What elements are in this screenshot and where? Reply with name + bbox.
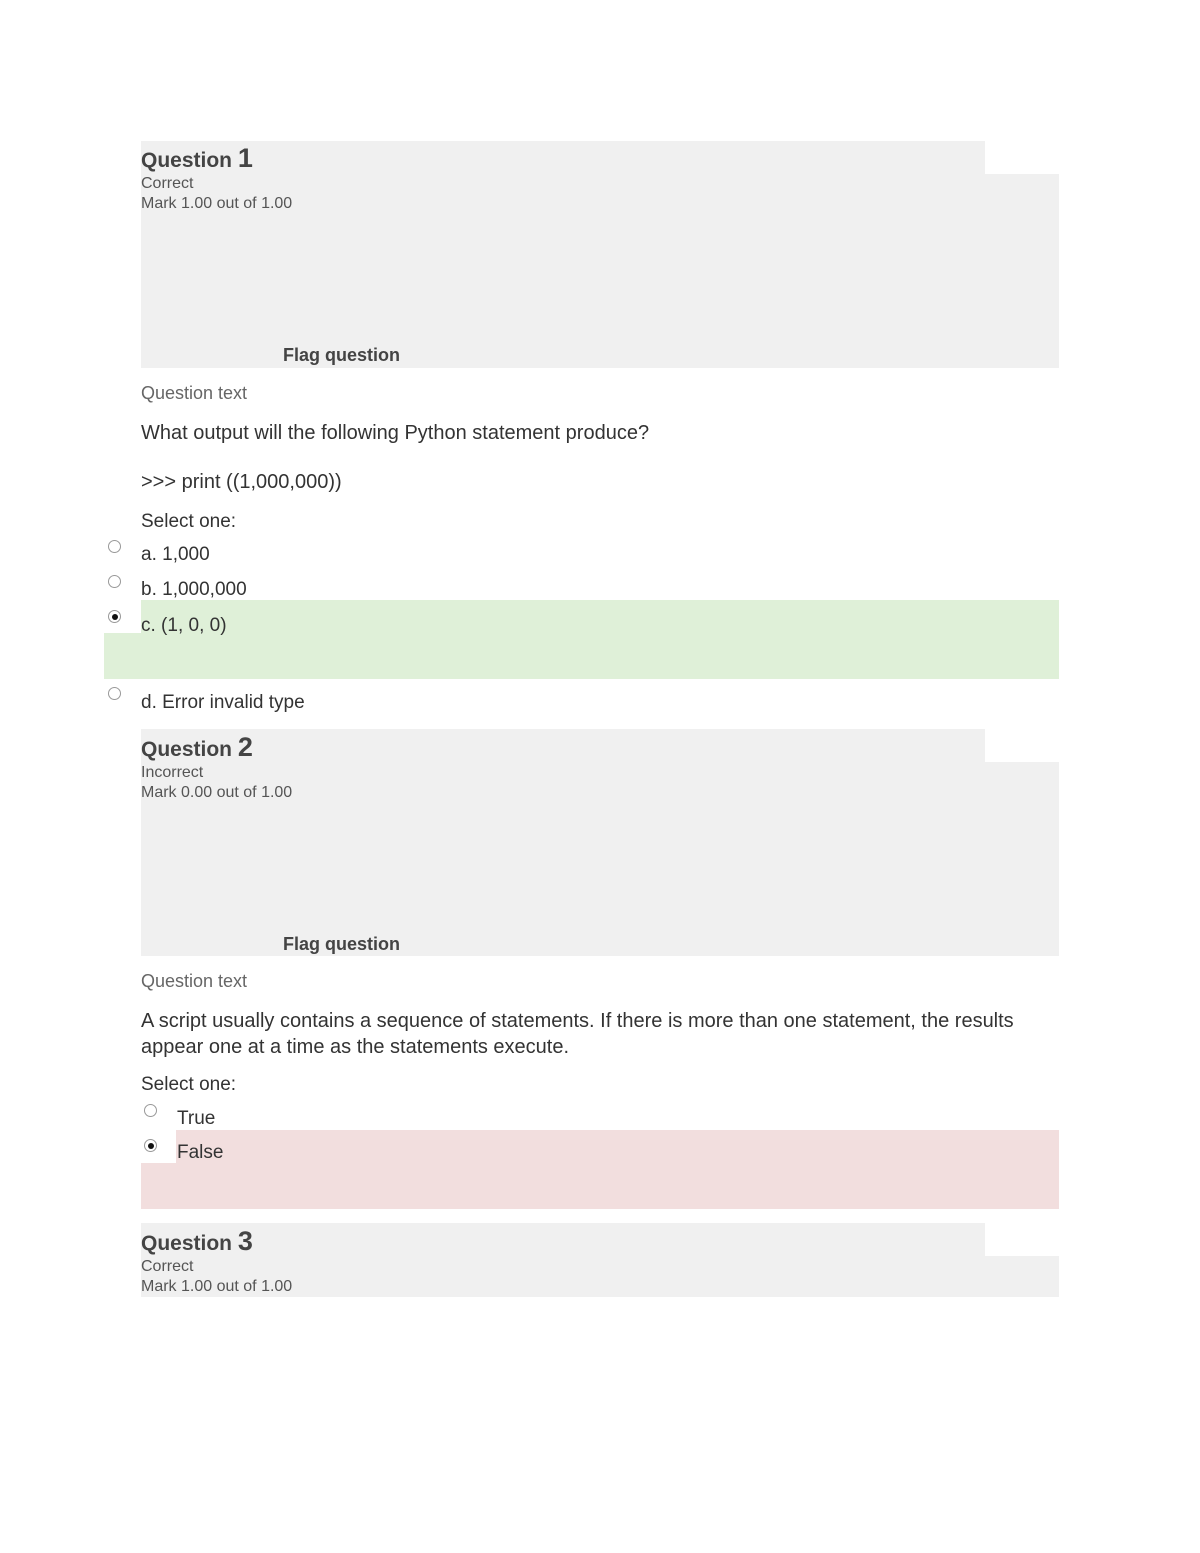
question-text-label: Question text (141, 383, 248, 403)
question-number (141, 1226, 253, 1257)
question-code: >>> print ((1,000,000)) (141, 471, 342, 493)
flag-question-link[interactable]: Flag question (283, 934, 400, 954)
correct-answer-highlight (141, 600, 1059, 633)
answer-true-radio[interactable] (144, 1104, 157, 1117)
incorrect-answer-highlight (176, 1130, 1059, 1163)
answer-false-label[interactable]: False (177, 1142, 224, 1163)
question-number (141, 143, 253, 174)
question-number-value: 3 (237, 1226, 253, 1256)
question-mark: Mark 0.00 out of 1.00 (141, 784, 293, 801)
answer-true-label[interactable]: True (177, 1108, 216, 1129)
question-state: Correct (141, 1258, 194, 1275)
info-header-bg (141, 141, 985, 174)
question-number-value: 2 (237, 732, 253, 762)
answer-false-radio[interactable] (144, 1139, 157, 1152)
answer-a-label[interactable]: a. 1,000 (141, 544, 210, 565)
question-prompt: A script usually contains a sequence of statements. If there is more than one statement, the results appear one at a time as the statements execute. (141, 1010, 1014, 1058)
info-header-bg (141, 1223, 985, 1256)
question-number (141, 732, 253, 763)
question-text-label: Question text (141, 971, 248, 991)
info-header-bg (141, 729, 985, 762)
question-mark: Mark 1.00 out of 1.00 (141, 195, 293, 212)
answer-d-radio[interactable] (108, 687, 121, 700)
answer-c-radio[interactable] (108, 610, 121, 623)
correct-answer-highlight-lower (104, 633, 1059, 679)
question-state: Incorrect (141, 764, 204, 781)
flag-question-link[interactable]: Flag question (283, 345, 400, 365)
answer-b-radio[interactable] (108, 575, 121, 588)
question-state: Correct (141, 175, 194, 192)
question-label: Question (141, 1232, 233, 1255)
answer-a-radio[interactable] (108, 540, 121, 553)
answer-d-label[interactable]: d. Error invalid type (141, 692, 305, 713)
select-one-label: Select one: (141, 511, 237, 532)
select-one-label: Select one: (141, 1074, 237, 1095)
answer-b-label[interactable]: b. 1,000,000 (141, 579, 247, 600)
incorrect-answer-highlight-lower (141, 1163, 1059, 1209)
question-label: Question (141, 738, 233, 761)
question-mark: Mark 1.00 out of 1.00 (141, 1278, 293, 1295)
question-prompt: What output will the following Python statement produce? (141, 422, 650, 444)
answer-c-label[interactable]: c. (1, 0, 0) (141, 615, 227, 636)
question-number-value: 1 (237, 143, 253, 173)
question-label: Question (141, 149, 233, 172)
